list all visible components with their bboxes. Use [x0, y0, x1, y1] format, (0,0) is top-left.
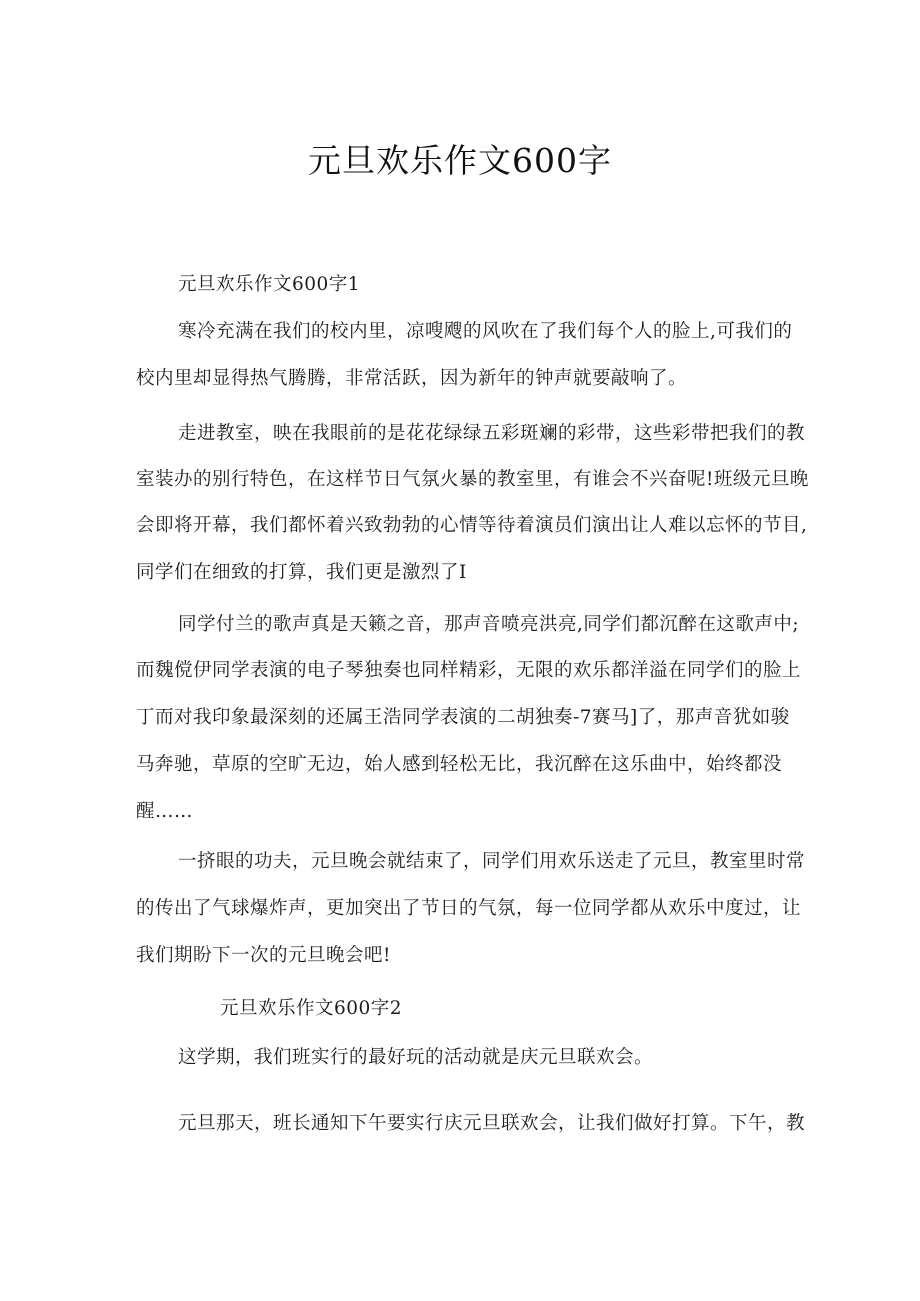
paragraph-3-line-4: 马奔驰，草原的空旷无边，始人感到轻松无比，我沉醉在这乐曲中，始终都没	[136, 754, 783, 775]
paragraph-1-line-2: 校内里却显得热气腾腾，非常活跃，因为新年的钟声就要敲响了。	[136, 368, 688, 389]
paragraph-4-line-3: 我们期盼下一次的元旦晚会吧!	[136, 945, 391, 966]
section-heading-1: 元旦欢乐作文600字1	[178, 274, 361, 295]
paragraph-2-line-2: 室装办的别行特色，在这样节日气氛火暴的教室里，有谁会不兴奋呢!班级元旦晚	[136, 469, 809, 490]
paragraph-3-line-2: 而魏傥伊同学表演的电子琴独奏也同样精彩，无限的欢乐都洋溢在同学们的脸上	[136, 660, 802, 681]
paragraph-4-line-2: 的传出了气球爆炸声，更加突出了节日的气氛，每一位同学都从欢乐中度过，让	[136, 898, 802, 919]
section-heading-2: 元旦欢乐作文600字2	[220, 998, 403, 1019]
paragraph-3-line-1: 同学付兰的歌声真是天籁之音，那声音喷亮洪亮,同学们都沉醉在这歌声中;	[178, 614, 800, 635]
paragraph-2-line-1: 走进教室，映在我眼前的是花花绿绿五彩斑斓的彩带，这些彩带把我们的教	[178, 423, 806, 444]
paragraph-6-line-1: 元旦那天，班长通知下午要实行庆元旦联欢会，让我们做好打算。下午，教	[178, 1113, 806, 1134]
paragraph-2-line-4: 同学们在细致的打算，我们更是激烈了I	[136, 562, 467, 583]
paragraph-3-line-5: 醒……	[136, 801, 194, 822]
paragraph-1-line-1: 寒冷充满在我们的校内里，凉嗖飕的风吹在了我们每个人的脸上,可我们的	[178, 321, 793, 342]
paragraph-3-line-3: 丁而对我印象最深刻的还属王浩同学表演的二胡独奏-7赛马]了，那声音犹如骏	[136, 707, 790, 728]
paragraph-2-line-3: 会即将开幕，我们都怀着兴致勃勃的心情等待着演员们演出让人难以忘怀的节目,	[136, 515, 808, 536]
paragraph-4-line-1: 一挤眼的功夫，元旦晚会就结束了，同学们用欢乐送走了元旦，教室里时常	[178, 851, 806, 872]
paragraph-5-line-1: 这学期，我们班实行的最好玩的活动就是庆元旦联欢会。	[178, 1047, 654, 1068]
document-title: 元旦欢乐作文600字	[308, 141, 612, 180]
